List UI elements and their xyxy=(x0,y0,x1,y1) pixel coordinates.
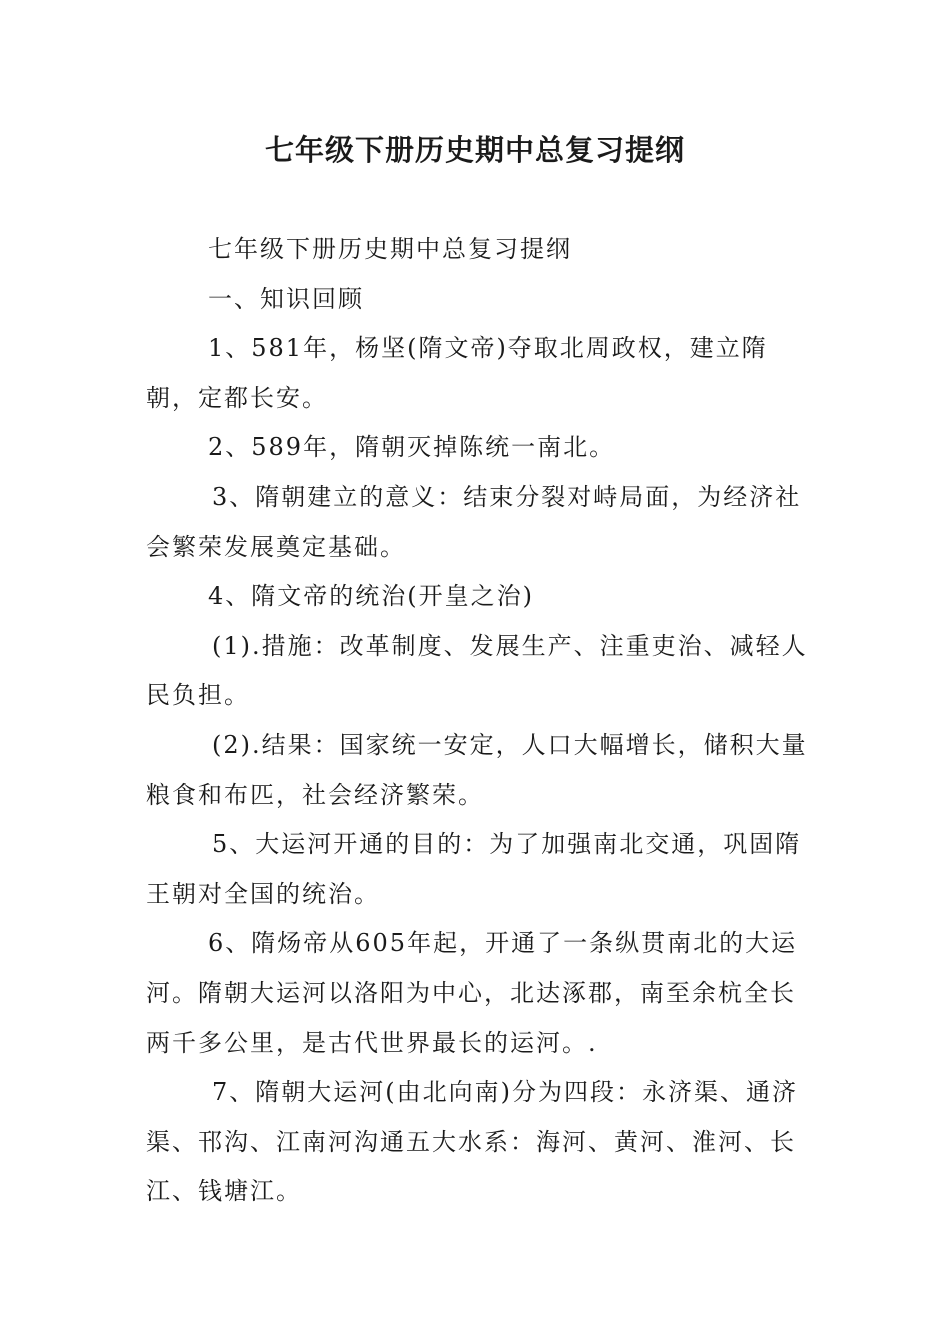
paragraph-6: 6、隋炀帝从605年起，开通了一条纵贯南北的大运河。隋朝大运河以洛阳为中心，北达涿郡，南至余杭全长两千多公里，是古代世界最长的运河。. xyxy=(146,929,798,1057)
paragraph-4-2: (2).结果：国家统一安定，人口大幅增长，储积大量粮食和布匹，社会经济繁荣。 xyxy=(146,730,808,809)
body-heading: 七年级下册历史期中总复习提纲 xyxy=(208,235,572,263)
document-body xyxy=(146,225,811,1217)
document-title: 七年级下册历史期中总复习提纲 xyxy=(264,133,685,167)
paragraph-7: 7、隋朝大运河(由北向南)分为四段：永济渠、通济渠、邗沟、江南河沟通五大水系：海河、黄河、淮河、长江、钱塘江。 xyxy=(146,1078,798,1206)
paragraph-1: 1、581年，杨坚(隋文帝)夺取北周政权，建立隋朝，定都长安。 xyxy=(146,334,768,412)
paragraph-4-1: (1).措施：改革制度、发展生产、注重吏治、减轻人民负担。 xyxy=(146,631,808,710)
paragraph-3: 3、隋朝建立的意义：结束分裂对峙局面，为经济社会繁荣发展奠定基础。 xyxy=(146,482,802,561)
paragraph-5: 5、大运河开通的目的：为了加强南北交通，巩固隋王朝对全国的统治。 xyxy=(146,830,802,908)
paragraph-2: 2、589年，隋朝灭掉陈统一南北。 xyxy=(208,433,616,462)
paragraph-4: 4、隋文帝的统治(开皇之治) xyxy=(208,582,534,611)
section-heading-knowledge-review: 一、知识回顾 xyxy=(208,284,364,313)
